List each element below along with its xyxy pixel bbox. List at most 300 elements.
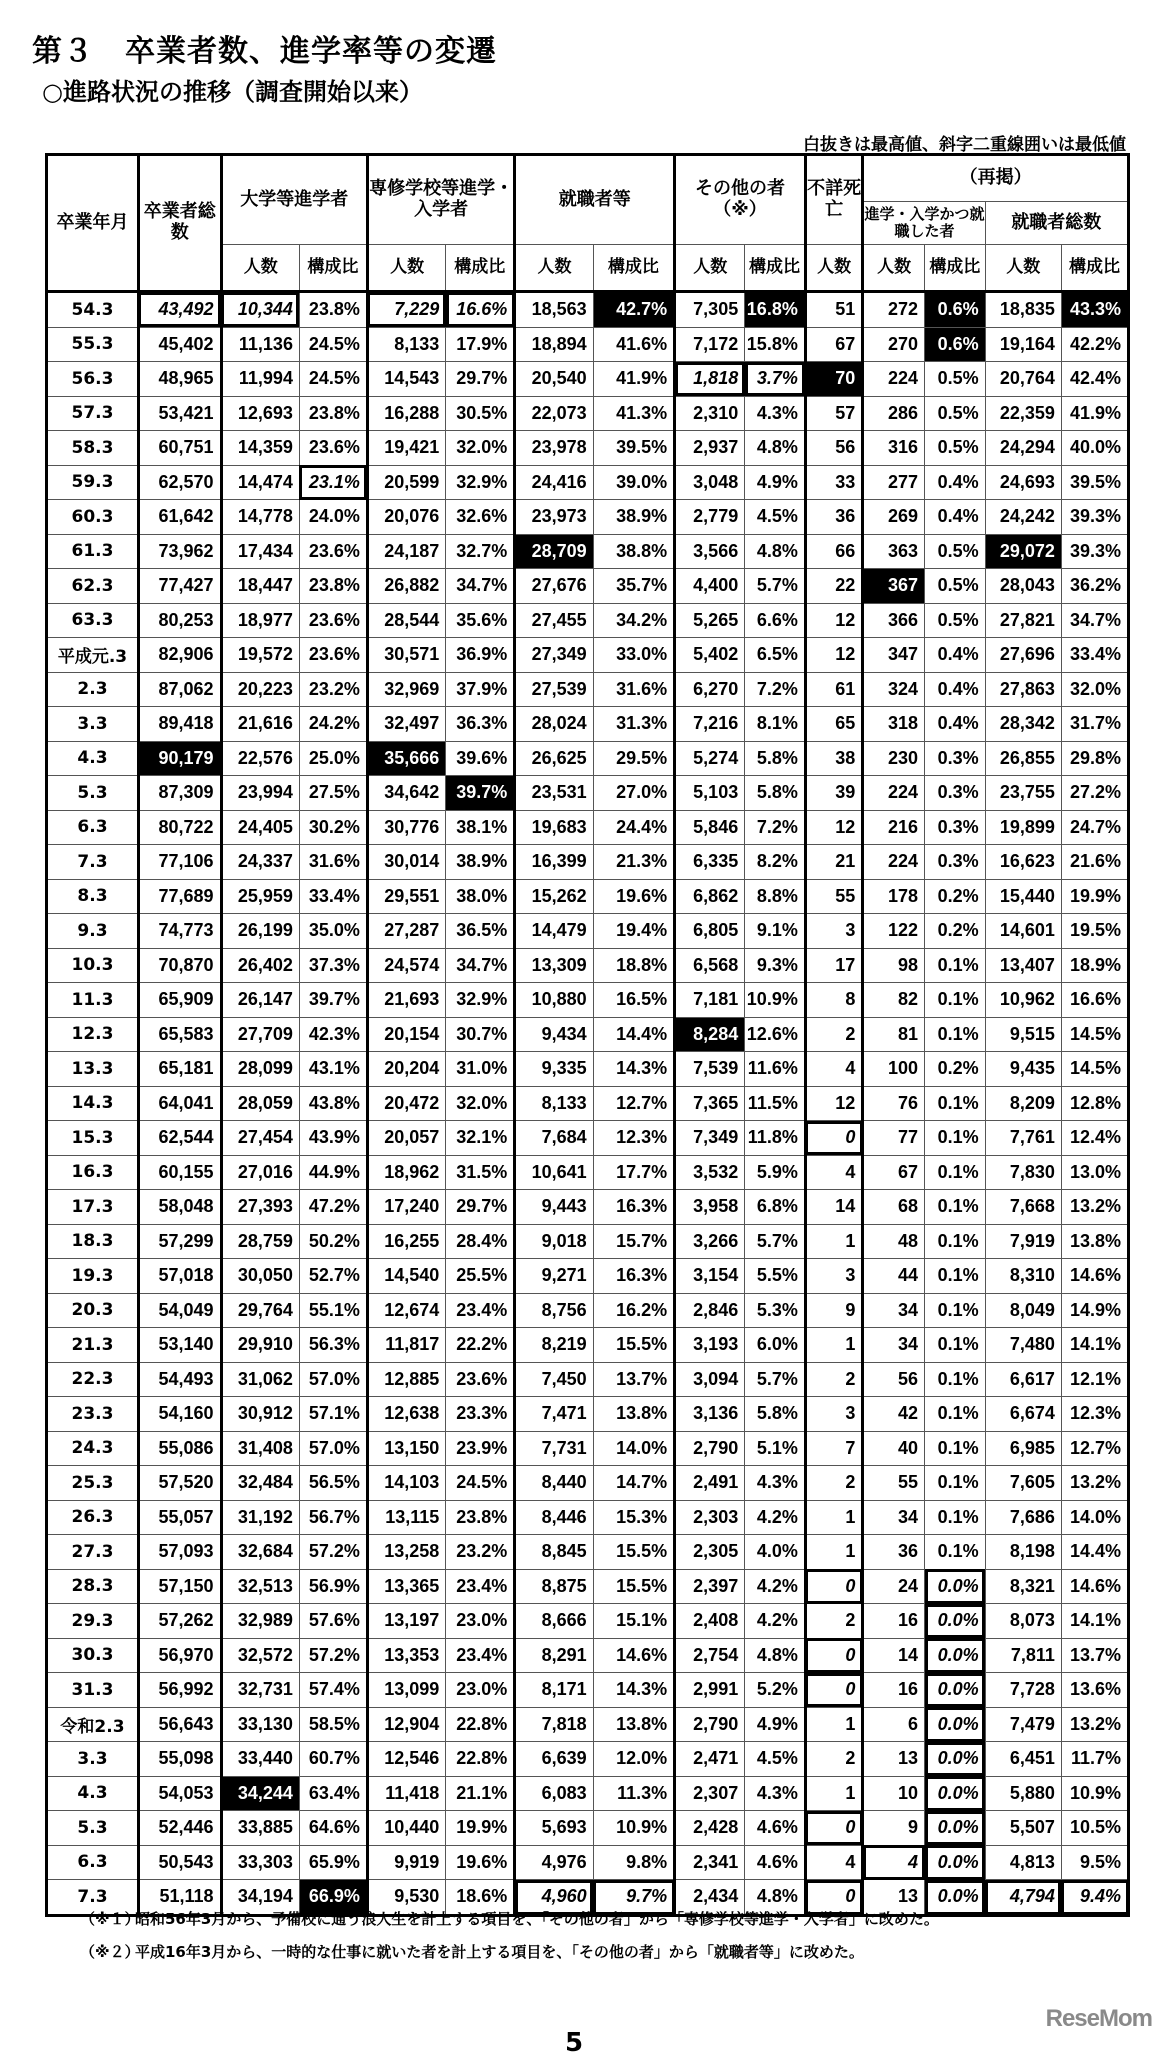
data-cell-sw_n: 13 (863, 1742, 925, 1777)
data-cell-univ_r: 24.5% (299, 327, 367, 362)
data-cell-voc_r: 23.8% (446, 1500, 515, 1535)
data-cell-unk_n: 22 (805, 569, 862, 604)
table-legend: 白抜きは最高値、斜字二重線囲いは最低値 (803, 135, 1126, 155)
data-cell-unk_n: 12 (805, 810, 862, 845)
data-cell-univ_n: 32,731 (221, 1673, 299, 1708)
data-cell-graduates: 55,098 (138, 1742, 221, 1777)
data-cell-emp_r: 38.9% (593, 500, 675, 535)
data-cell-sw_r: 0.5% (925, 396, 986, 431)
data-cell-voc_n: 26,882 (367, 569, 445, 604)
data-cell-et_r: 9.4% (1061, 1880, 1128, 1916)
data-cell-emp_n: 18,894 (515, 327, 593, 362)
data-cell-voc_r: 23.6% (446, 1362, 515, 1397)
data-cell-emp_r: 42.7% (593, 292, 675, 328)
data-cell-voc_r: 35.6% (446, 603, 515, 638)
data-cell-univ_r: 57.0% (299, 1431, 367, 1466)
data-cell-univ_n: 27,454 (221, 1121, 299, 1156)
data-cell-univ_n: 32,684 (221, 1535, 299, 1570)
data-cell-emp_r: 12.7% (593, 1086, 675, 1121)
data-cell-voc_r: 36.5% (446, 914, 515, 949)
data-cell-sw_n: 269 (863, 500, 925, 535)
data-cell-unk_n: 12 (805, 638, 862, 673)
data-cell-univ_r: 23.8% (299, 396, 367, 431)
data-cell-emp_r: 35.7% (593, 569, 675, 604)
data-cell-voc_n: 28,544 (367, 603, 445, 638)
data-cell-voc_r: 37.9% (446, 672, 515, 707)
data-cell-voc_r: 38.0% (446, 879, 515, 914)
data-cell-sw_r: 0.6% (925, 292, 986, 328)
data-cell-et_n: 8,049 (985, 1293, 1061, 1328)
data-cell-sw_r: 0.1% (925, 948, 986, 983)
data-cell-voc_r: 21.1% (446, 1776, 515, 1811)
data-cell-emp_r: 41.6% (593, 327, 675, 362)
data-cell-et_r: 14.0% (1061, 1500, 1128, 1535)
data-cell-emp_n: 16,399 (515, 845, 593, 880)
subheader-ratio: 構成比 (745, 245, 806, 292)
data-cell-oth_r: 5.7% (745, 1224, 806, 1259)
data-cell-voc_r: 23.3% (446, 1397, 515, 1432)
data-cell-emp_n: 9,443 (515, 1190, 593, 1225)
table-row (47, 362, 1129, 397)
data-cell-emp_n: 7,731 (515, 1431, 593, 1466)
data-cell-voc_r: 19.6% (446, 1845, 515, 1880)
data-cell-emp_r: 38.8% (593, 534, 675, 569)
data-cell-emp_n: 7,471 (515, 1397, 593, 1432)
data-cell-voc_n: 35,666 (367, 741, 445, 776)
data-cell-graduates: 82,906 (138, 638, 221, 673)
data-cell-et_n: 8,209 (985, 1086, 1061, 1121)
data-cell-sw_n: 40 (863, 1431, 925, 1466)
data-cell-sw_n: 98 (863, 948, 925, 983)
data-cell-et_n: 26,855 (985, 741, 1061, 776)
data-cell-graduates: 43,492 (138, 292, 221, 328)
data-cell-unk_n: 2 (805, 1466, 862, 1501)
data-cell-sw_r: 0.5% (925, 534, 986, 569)
data-cell-sw_n: 76 (863, 1086, 925, 1121)
data-cell-et_n: 8,198 (985, 1535, 1061, 1570)
data-cell-et_n: 20,764 (985, 362, 1061, 397)
data-cell-sw_n: 56 (863, 1362, 925, 1397)
data-cell-unk_n: 56 (805, 431, 862, 466)
table-row (47, 948, 1129, 983)
data-cell-oth_r: 5.7% (745, 1362, 806, 1397)
data-cell-voc_n: 30,776 (367, 810, 445, 845)
data-cell-voc_n: 11,817 (367, 1328, 445, 1363)
data-cell-univ_n: 12,693 (221, 396, 299, 431)
data-cell-sw_n: 77 (863, 1121, 925, 1156)
data-cell-univ_r: 23.6% (299, 431, 367, 466)
table-row (47, 1121, 1129, 1156)
data-cell-sw_n: 224 (863, 362, 925, 397)
data-cell-oth_n: 2,397 (675, 1569, 745, 1604)
data-cell-univ_n: 32,484 (221, 1466, 299, 1501)
data-cell-unk_n: 36 (805, 500, 862, 535)
data-cell-univ_r: 56.3% (299, 1328, 367, 1363)
data-cell-graduates: 55,057 (138, 1500, 221, 1535)
data-cell-oth_r: 4.2% (745, 1500, 806, 1535)
data-cell-graduates: 77,689 (138, 879, 221, 914)
data-cell-voc_n: 13,365 (367, 1569, 445, 1604)
data-cell-et_r: 10.9% (1061, 1776, 1128, 1811)
data-cell-oth_n: 3,566 (675, 534, 745, 569)
data-cell-emp_n: 14,479 (515, 914, 593, 949)
data-cell-et_n: 4,813 (985, 1845, 1061, 1880)
data-cell-sw_r: 0.1% (925, 1466, 986, 1501)
data-cell-univ_r: 35.0% (299, 914, 367, 949)
data-cell-emp_r: 16.3% (593, 1190, 675, 1225)
data-cell-univ_r: 57.0% (299, 1362, 367, 1397)
data-cell-voc_r: 39.7% (446, 776, 515, 811)
data-cell-unk_n: 61 (805, 672, 862, 707)
data-cell-et_r: 14.6% (1061, 1259, 1128, 1294)
year-cell: 3.3 (47, 1742, 139, 1777)
year-cell: 29.3 (47, 1604, 139, 1639)
data-cell-oth_n: 6,270 (675, 672, 745, 707)
data-cell-sw_n: 10 (863, 1776, 925, 1811)
year-cell: 10.3 (47, 948, 139, 983)
data-cell-sw_r: 0.4% (925, 500, 986, 535)
data-cell-sw_r: 0.0% (925, 1638, 986, 1673)
data-cell-graduates: 50,543 (138, 1845, 221, 1880)
year-cell: 7.3 (47, 1880, 139, 1916)
data-cell-sw_r: 0.0% (925, 1742, 986, 1777)
data-cell-unk_n: 3 (805, 1397, 862, 1432)
data-cell-oth_n: 2,846 (675, 1293, 745, 1328)
data-cell-sw_r: 0.1% (925, 1431, 986, 1466)
data-cell-univ_n: 27,016 (221, 1155, 299, 1190)
subheader-ratio: 構成比 (299, 245, 367, 292)
data-cell-oth_r: 6.5% (745, 638, 806, 673)
data-cell-unk_n: 51 (805, 292, 862, 328)
table-row (47, 1569, 1129, 1604)
data-cell-sw_n: 16 (863, 1673, 925, 1708)
year-cell: 27.3 (47, 1535, 139, 1570)
data-cell-voc_r: 23.9% (446, 1431, 515, 1466)
data-cell-oth_r: 8.2% (745, 845, 806, 880)
data-cell-oth_n: 2,310 (675, 396, 745, 431)
table-row (47, 1362, 1129, 1397)
data-cell-unk_n: 1 (805, 1707, 862, 1742)
page-title: 第３ 卒業者数、進学率等の変遷 (32, 34, 497, 69)
data-cell-voc_r: 16.6% (446, 292, 515, 328)
data-cell-oth_n: 6,568 (675, 948, 745, 983)
data-cell-graduates: 54,049 (138, 1293, 221, 1328)
data-cell-sw_n: 14 (863, 1638, 925, 1673)
data-cell-et_r: 19.5% (1061, 914, 1128, 949)
data-cell-unk_n: 14 (805, 1190, 862, 1225)
header-reposted: （再掲） (863, 155, 1129, 202)
table-row (47, 707, 1129, 742)
data-cell-unk_n: 3 (805, 914, 862, 949)
data-cell-emp_n: 27,676 (515, 569, 593, 604)
header-employed: 就職者等 (515, 155, 675, 245)
data-cell-emp_n: 28,024 (515, 707, 593, 742)
data-cell-emp_n: 9,271 (515, 1259, 593, 1294)
data-cell-emp_r: 15.5% (593, 1569, 675, 1604)
data-cell-et_n: 7,761 (985, 1121, 1061, 1156)
data-cell-univ_n: 22,576 (221, 741, 299, 776)
data-cell-univ_r: 56.9% (299, 1569, 367, 1604)
data-cell-sw_r: 0.5% (925, 362, 986, 397)
data-cell-voc_n: 19,421 (367, 431, 445, 466)
data-cell-unk_n: 21 (805, 845, 862, 880)
data-cell-voc_n: 13,353 (367, 1638, 445, 1673)
data-cell-unk_n: 2 (805, 1742, 862, 1777)
data-cell-emp_r: 15.3% (593, 1500, 675, 1535)
data-cell-oth_r: 5.5% (745, 1259, 806, 1294)
data-cell-univ_r: 52.7% (299, 1259, 367, 1294)
data-cell-et_n: 8,310 (985, 1259, 1061, 1294)
data-cell-oth_r: 4.5% (745, 500, 806, 535)
data-cell-unk_n: 3 (805, 1259, 862, 1294)
data-cell-voc_n: 14,103 (367, 1466, 445, 1501)
data-cell-oth_r: 11.5% (745, 1086, 806, 1121)
data-cell-graduates: 57,299 (138, 1224, 221, 1259)
data-cell-et_n: 16,623 (985, 845, 1061, 880)
data-cell-et_n: 23,755 (985, 776, 1061, 811)
data-cell-sw_r: 0.2% (925, 879, 986, 914)
data-cell-unk_n: 1 (805, 1776, 862, 1811)
data-cell-sw_n: 286 (863, 396, 925, 431)
data-cell-voc_n: 17,240 (367, 1190, 445, 1225)
year-cell: 5.3 (47, 1811, 139, 1846)
data-cell-emp_n: 23,531 (515, 776, 593, 811)
data-cell-emp_r: 17.7% (593, 1155, 675, 1190)
data-cell-oth_n: 7,349 (675, 1121, 745, 1156)
data-cell-emp_r: 14.4% (593, 1017, 675, 1052)
table-row (47, 672, 1129, 707)
data-cell-et_n: 19,899 (985, 810, 1061, 845)
data-cell-oth_r: 4.8% (745, 1638, 806, 1673)
subheader-count: 人数 (805, 245, 862, 292)
data-cell-voc_r: 31.5% (446, 1155, 515, 1190)
data-cell-emp_n: 10,880 (515, 983, 593, 1018)
table-row (47, 1431, 1129, 1466)
data-cell-univ_r: 27.5% (299, 776, 367, 811)
data-cell-sw_n: 272 (863, 292, 925, 328)
year-cell: 13.3 (47, 1052, 139, 1087)
data-cell-univ_n: 33,885 (221, 1811, 299, 1846)
data-cell-oth_n: 2,408 (675, 1604, 745, 1639)
data-cell-oth_r: 4.6% (745, 1845, 806, 1880)
data-cell-voc_n: 14,540 (367, 1259, 445, 1294)
data-cell-et_r: 18.9% (1061, 948, 1128, 983)
table-row (47, 914, 1129, 949)
data-cell-oth_n: 2,307 (675, 1776, 745, 1811)
data-cell-oth_n: 5,402 (675, 638, 745, 673)
data-cell-graduates: 54,493 (138, 1362, 221, 1397)
header-graduates: 卒業者総数 (138, 155, 221, 292)
data-cell-oth_n: 2,790 (675, 1431, 745, 1466)
table-row (47, 1293, 1129, 1328)
data-cell-graduates: 60,155 (138, 1155, 221, 1190)
data-cell-graduates: 56,970 (138, 1638, 221, 1673)
table-row (47, 569, 1129, 604)
data-cell-emp_r: 15.1% (593, 1604, 675, 1639)
table-row (47, 1259, 1129, 1294)
data-cell-et_r: 14.4% (1061, 1535, 1128, 1570)
data-cell-oth_r: 3.7% (745, 362, 806, 397)
data-cell-sw_r: 0.3% (925, 776, 986, 811)
data-cell-univ_n: 26,199 (221, 914, 299, 949)
table-row (47, 292, 1129, 328)
data-cell-emp_r: 31.6% (593, 672, 675, 707)
data-cell-oth_r: 8.1% (745, 707, 806, 742)
data-cell-emp_n: 8,446 (515, 1500, 593, 1535)
data-cell-oth_n: 7,172 (675, 327, 745, 362)
data-cell-oth_r: 7.2% (745, 672, 806, 707)
data-cell-univ_n: 30,912 (221, 1397, 299, 1432)
data-cell-voc_n: 11,418 (367, 1776, 445, 1811)
section-subtitle: ○進路状況の推移（調査開始以来） (42, 78, 423, 106)
data-cell-univ_n: 21,616 (221, 707, 299, 742)
data-cell-unk_n: 7 (805, 1431, 862, 1466)
data-cell-sw_n: 324 (863, 672, 925, 707)
data-cell-oth_n: 3,193 (675, 1328, 745, 1363)
data-cell-emp_r: 39.0% (593, 465, 675, 500)
data-cell-univ_r: 43.1% (299, 1052, 367, 1087)
data-cell-et_r: 42.2% (1061, 327, 1128, 362)
data-cell-graduates: 90,179 (138, 741, 221, 776)
subheader-count: 人数 (863, 245, 925, 292)
data-cell-univ_n: 26,402 (221, 948, 299, 983)
data-cell-univ_n: 24,405 (221, 810, 299, 845)
data-cell-oth_n: 8,284 (675, 1017, 745, 1052)
data-cell-sw_r: 0.0% (925, 1569, 986, 1604)
data-cell-sw_n: 100 (863, 1052, 925, 1087)
data-cell-et_n: 13,407 (985, 948, 1061, 983)
data-cell-graduates: 56,992 (138, 1673, 221, 1708)
data-cell-oth_r: 10.9% (745, 983, 806, 1018)
table-row (47, 603, 1129, 638)
data-cell-voc_r: 25.5% (446, 1259, 515, 1294)
table-row (47, 776, 1129, 811)
data-cell-oth_r: 4.6% (745, 1811, 806, 1846)
data-cell-graduates: 87,062 (138, 672, 221, 707)
table-row (47, 1500, 1129, 1535)
data-cell-emp_n: 26,625 (515, 741, 593, 776)
data-cell-univ_r: 57.1% (299, 1397, 367, 1432)
year-cell: 30.3 (47, 1638, 139, 1673)
data-cell-sw_n: 178 (863, 879, 925, 914)
data-cell-et_n: 9,515 (985, 1017, 1061, 1052)
data-cell-sw_r: 0.5% (925, 569, 986, 604)
data-cell-univ_n: 30,050 (221, 1259, 299, 1294)
data-cell-unk_n: 12 (805, 1086, 862, 1121)
data-cell-univ_n: 11,136 (221, 327, 299, 362)
data-cell-univ_n: 32,513 (221, 1569, 299, 1604)
data-cell-emp_n: 8,133 (515, 1086, 593, 1121)
table-row (47, 1086, 1129, 1121)
year-cell: 2.3 (47, 672, 139, 707)
data-cell-et_r: 34.7% (1061, 603, 1128, 638)
data-cell-unk_n: 0 (805, 1638, 862, 1673)
data-cell-et_r: 41.9% (1061, 396, 1128, 431)
data-cell-univ_n: 20,223 (221, 672, 299, 707)
data-cell-sw_r: 0.3% (925, 845, 986, 880)
data-cell-oth_n: 7,539 (675, 1052, 745, 1087)
data-cell-oth_r: 9.3% (745, 948, 806, 983)
data-cell-univ_r: 57.2% (299, 1535, 367, 1570)
data-cell-et_n: 7,479 (985, 1707, 1061, 1742)
data-cell-univ_n: 31,192 (221, 1500, 299, 1535)
table-row (47, 1052, 1129, 1087)
data-cell-emp_n: 9,335 (515, 1052, 593, 1087)
data-cell-unk_n: 0 (805, 1673, 862, 1708)
data-cell-oth_r: 5.8% (745, 1397, 806, 1432)
data-cell-et_n: 8,321 (985, 1569, 1061, 1604)
data-cell-voc_r: 22.8% (446, 1707, 515, 1742)
data-cell-univ_r: 47.2% (299, 1190, 367, 1225)
data-cell-et_r: 12.8% (1061, 1086, 1128, 1121)
data-cell-et_r: 13.7% (1061, 1638, 1128, 1673)
data-cell-et_n: 24,294 (985, 431, 1061, 466)
data-cell-voc_r: 23.0% (446, 1673, 515, 1708)
data-cell-voc_r: 28.4% (446, 1224, 515, 1259)
data-cell-oth_n: 3,532 (675, 1155, 745, 1190)
data-cell-voc_n: 32,969 (367, 672, 445, 707)
data-cell-voc_r: 23.0% (446, 1604, 515, 1639)
table-row (47, 741, 1129, 776)
data-cell-unk_n: 9 (805, 1293, 862, 1328)
data-cell-univ_r: 43.8% (299, 1086, 367, 1121)
data-cell-sw_r: 0.4% (925, 465, 986, 500)
data-cell-univ_r: 42.3% (299, 1017, 367, 1052)
data-cell-unk_n: 4 (805, 1155, 862, 1190)
data-cell-voc_n: 18,962 (367, 1155, 445, 1190)
data-cell-univ_r: 23.6% (299, 603, 367, 638)
data-cell-voc_r: 38.1% (446, 810, 515, 845)
data-cell-unk_n: 57 (805, 396, 862, 431)
data-cell-et_n: 27,696 (985, 638, 1061, 673)
data-cell-emp_n: 19,683 (515, 810, 593, 845)
data-cell-et_n: 15,440 (985, 879, 1061, 914)
data-cell-oth_n: 3,136 (675, 1397, 745, 1432)
year-cell: 令和2.3 (47, 1707, 139, 1742)
data-cell-unk_n: 4 (805, 1052, 862, 1087)
data-cell-et_n: 7,668 (985, 1190, 1061, 1225)
data-cell-oth_r: 6.0% (745, 1328, 806, 1363)
header-employed-total: 就職者総数 (985, 202, 1128, 245)
data-cell-voc_n: 13,099 (367, 1673, 445, 1708)
data-cell-voc_r: 31.0% (446, 1052, 515, 1087)
data-cell-oth_n: 2,754 (675, 1638, 745, 1673)
data-cell-univ_n: 23,994 (221, 776, 299, 811)
data-cell-emp_r: 19.4% (593, 914, 675, 949)
data-cell-univ_n: 11,994 (221, 362, 299, 397)
data-cell-emp_n: 8,171 (515, 1673, 593, 1708)
table-row (47, 1638, 1129, 1673)
data-cell-graduates: 74,773 (138, 914, 221, 949)
table-row (47, 1397, 1129, 1432)
data-cell-univ_n: 25,959 (221, 879, 299, 914)
data-cell-univ_r: 33.4% (299, 879, 367, 914)
data-cell-sw_n: 363 (863, 534, 925, 569)
data-cell-oth_r: 4.3% (745, 1466, 806, 1501)
year-cell: 5.3 (47, 776, 139, 811)
data-cell-oth_r: 9.1% (745, 914, 806, 949)
data-cell-unk_n: 0 (805, 1880, 862, 1916)
year-cell: 60.3 (47, 500, 139, 535)
data-cell-univ_n: 14,474 (221, 465, 299, 500)
data-cell-univ_n: 19,572 (221, 638, 299, 673)
data-cell-emp_n: 20,540 (515, 362, 593, 397)
data-cell-voc_n: 7,229 (367, 292, 445, 328)
table-row (47, 1155, 1129, 1190)
data-cell-sw_r: 0.1% (925, 1328, 986, 1363)
data-cell-et_r: 14.9% (1061, 1293, 1128, 1328)
data-cell-univ_r: 56.5% (299, 1466, 367, 1501)
